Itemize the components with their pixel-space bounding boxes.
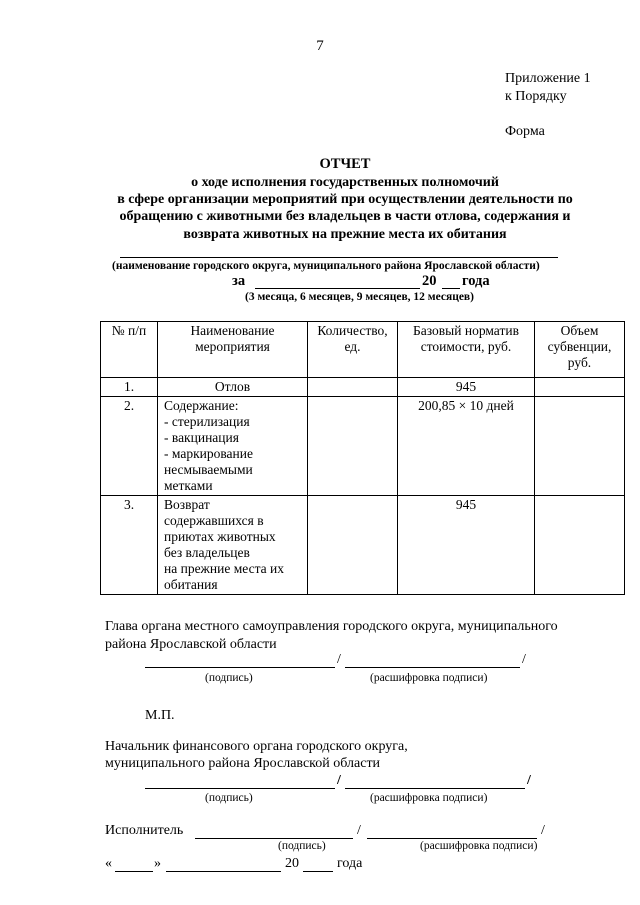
date-suffix: года	[337, 856, 363, 871]
row-volume	[535, 496, 625, 595]
sign-caption: (подпись)	[278, 840, 326, 852]
report-subtitle: в сфере организации мероприятий при осуществлении деятельности по	[117, 192, 573, 207]
date-open-quote: «	[105, 856, 112, 871]
table-header-row	[101, 322, 625, 378]
org-name-hint: (наименование городского округа, муниципального района Ярославской области)	[112, 260, 540, 272]
header-num: № п/п	[101, 322, 158, 378]
finance-title-line: Начальник финансового органа городского округа,	[105, 739, 408, 754]
decode-caption: (расшифровка подписи)	[370, 672, 488, 684]
table-row	[101, 496, 625, 595]
period-year: 20	[422, 273, 437, 289]
report-subtitle: обращению с животными без владельцев в части отлова, содержания и	[119, 209, 571, 224]
org-name-line	[120, 257, 558, 258]
row-name: Содержание: - стерилизация - вакцинация - маркирование несмываемыми метками	[158, 397, 308, 496]
header-volume: Объем субвенции, руб.	[535, 322, 625, 378]
slash: /	[337, 773, 341, 788]
date-year-line	[303, 871, 333, 872]
header-qty: Количество, ед.	[308, 322, 398, 378]
finance-title-line: муниципального района Ярославской области	[105, 756, 381, 771]
row-norm: 945	[398, 378, 535, 397]
table-row	[101, 378, 625, 397]
decode-caption: (расшифровка подписи)	[370, 792, 488, 804]
form-label: Форма	[505, 124, 545, 139]
row-norm: 200,85 × 10 дней	[398, 397, 535, 496]
sign-caption: (подпись)	[205, 672, 253, 684]
report-table	[100, 321, 625, 595]
head-title-line: района Ярославской области	[105, 637, 277, 652]
period-suffix: года	[462, 273, 490, 289]
report-subtitle: возврата животных на прежние места их обитания	[183, 227, 507, 242]
row-name: Отлов	[158, 378, 308, 397]
annex-line: Приложение 1	[505, 71, 591, 86]
slash: /	[357, 823, 361, 838]
finance-sign-line	[145, 788, 335, 789]
table-row	[101, 397, 625, 496]
period-blank	[255, 288, 420, 289]
row-qty	[308, 397, 398, 496]
date-month-line	[166, 871, 281, 872]
head-title-line: Глава органа местного самоуправления городского округа, муниципального	[105, 619, 558, 634]
annex-block	[505, 70, 591, 106]
period-hint: (3 месяца, 6 месяцев, 9 месяцев, 12 месяцев)	[245, 291, 474, 303]
stamp-place: М.П.	[145, 708, 175, 723]
row-num: 1.	[101, 378, 158, 397]
row-num: 2.	[101, 397, 158, 496]
date-year: 20	[285, 856, 299, 871]
row-qty	[308, 496, 398, 595]
page-number: 7	[316, 38, 324, 54]
report-title: ОТЧЕТ	[319, 156, 371, 172]
period-line	[232, 273, 245, 290]
row-name: Возврат содержавшихся в приютах животных без владельцев на прежние места их обитания	[158, 496, 308, 595]
executor-decode-line	[367, 838, 537, 839]
report-subtitle: о ходе исполнения государственных полномочий	[191, 175, 499, 190]
executor-label: Исполнитель	[105, 823, 184, 838]
header-norm: Базовый норматив стоимости, руб.	[398, 322, 535, 378]
decode-caption: (расшифровка подписи)	[420, 840, 538, 852]
row-num: 3.	[101, 496, 158, 595]
sign-caption: (подпись)	[205, 792, 253, 804]
finance-decode-line	[345, 788, 525, 789]
row-norm: 945	[398, 496, 535, 595]
executor-sign-line	[195, 838, 353, 839]
period-year-blank	[442, 288, 460, 289]
slash: /	[541, 823, 545, 838]
slash: /	[527, 773, 531, 788]
head-decode-line	[345, 667, 520, 668]
row-volume	[535, 378, 625, 397]
slash: /	[337, 652, 341, 667]
header-name: Наименование мероприятия	[158, 322, 308, 378]
row-volume	[535, 397, 625, 496]
slash: /	[522, 652, 526, 667]
annex-line: к Порядку	[505, 89, 567, 104]
row-qty	[308, 378, 398, 397]
date-close-quote: »	[154, 856, 161, 871]
period-prefix: за	[232, 273, 246, 289]
date-day-line	[115, 871, 153, 872]
head-sign-line	[145, 667, 335, 668]
